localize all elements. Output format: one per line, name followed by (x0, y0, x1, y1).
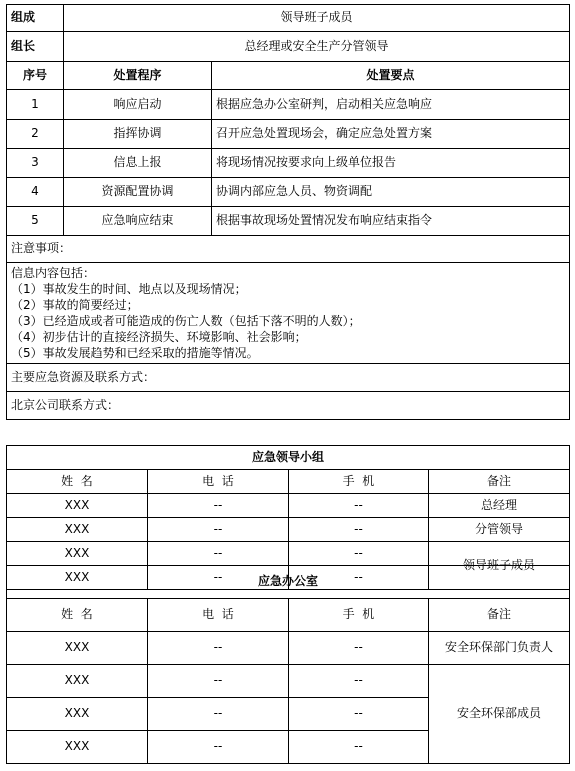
contact-phone: -- (148, 731, 289, 764)
contact-remark: 分管领导 (429, 518, 570, 542)
info-item: （5）事故发展趋势和已经采取的措施等情况。 (11, 346, 259, 360)
contact-name: XXX (7, 566, 148, 590)
procedure-row (7, 178, 570, 207)
row-no: 2 (7, 120, 64, 149)
row-no: 1 (7, 90, 64, 120)
group-value: 领导班子成员 (64, 5, 570, 32)
resources-label: 主要应急资源及联系方式： (7, 364, 570, 392)
emergency-office-table (6, 565, 570, 764)
col-no-header: 序号 (7, 62, 64, 90)
contact-remark: 领导班子成员 (429, 542, 570, 590)
col-step-header: 处置程序 (64, 62, 212, 90)
row-no: 4 (7, 178, 64, 207)
contact-phone: -- (148, 665, 289, 698)
row-step: 资源配置协调 (64, 178, 212, 207)
contact-phone: -- (148, 542, 289, 566)
info-item: （2）事故的简要经过； (11, 298, 139, 312)
col-mobile-header: 手 机 (289, 470, 429, 494)
info-item: （1）事故发生的时间、地点以及现场情况； (11, 282, 247, 296)
row-point: 根据应急办公室研判，启动相关应急响应 (212, 90, 570, 120)
procedure-row (7, 149, 570, 178)
contact-remark: 安全环保部成员 (429, 665, 570, 764)
col-phone-header: 电 话 (148, 470, 289, 494)
leader-label: 组长 (7, 32, 64, 62)
contact-mobile: -- (289, 632, 429, 665)
info-section (7, 263, 570, 364)
group-label: 组成 (7, 5, 64, 32)
col-name-header: 姓 名 (7, 470, 148, 494)
contact-mobile: -- (289, 665, 429, 698)
col-mobile-header: 手 机 (289, 599, 429, 632)
row-no: 5 (7, 207, 64, 236)
contact-name: XXX (7, 698, 148, 731)
col-phone-header: 电 话 (148, 599, 289, 632)
info-item: （4）初步估计的直接经济损失、环境影响、社会影响； (11, 330, 307, 344)
leader-value: 总经理或安全生产分管领导 (64, 32, 570, 62)
procedure-row (7, 207, 570, 236)
contact-mobile: -- (289, 542, 429, 566)
row-step: 应急响应结束 (64, 207, 212, 236)
row-point: 根据事故现场处置情况发布响应结束指令 (212, 207, 570, 236)
row-step: 指挥协调 (64, 120, 212, 149)
contact-mobile: -- (289, 494, 429, 518)
row-point: 召开应急处置现场会，确定应急处置方案 (212, 120, 570, 149)
company-contact-label: 北京公司联系方式： (7, 392, 570, 420)
table-row (7, 542, 570, 566)
contact-mobile: -- (289, 698, 429, 731)
contact-name: XXX (7, 665, 148, 698)
row-point: 将现场情况按要求向上级单位报告 (212, 149, 570, 178)
contact-remark: 安全环保部门负责人 (429, 632, 570, 665)
col-remark-header: 备注 (429, 599, 570, 632)
info-title: 信息内容包括： (11, 266, 96, 280)
contact-name: XXX (7, 632, 148, 665)
contact-phone: -- (148, 518, 289, 542)
col-name-header: 姓 名 (7, 599, 148, 632)
contact-name: XXX (7, 518, 148, 542)
table-row (7, 518, 570, 542)
table-row (7, 494, 570, 518)
contact-name: XXX (7, 731, 148, 764)
contact-phone: -- (148, 494, 289, 518)
contact-name: XXX (7, 494, 148, 518)
row-no: 3 (7, 149, 64, 178)
row-point: 协调内部应急人员、物资调配 (212, 178, 570, 207)
notes-label: 注意事项： (7, 236, 570, 263)
contact-phone: -- (148, 698, 289, 731)
col-point-header: 处置要点 (212, 62, 570, 90)
contact-name: XXX (7, 542, 148, 566)
contact-mobile: -- (289, 518, 429, 542)
contact-phone: -- (148, 632, 289, 665)
contact-mobile: -- (289, 566, 429, 590)
contact-remark: 总经理 (429, 494, 570, 518)
table-row (7, 632, 570, 665)
leadership-title: 应急领导小组 (7, 446, 570, 470)
info-item: （3）已经造成或者可能造成的伤亡人数（包括下落不明的人数）； (11, 314, 361, 328)
table-row (7, 665, 570, 698)
procedure-row (7, 120, 570, 149)
row-step: 响应启动 (64, 90, 212, 120)
procedure-table (6, 4, 570, 420)
contact-mobile: -- (289, 731, 429, 764)
office-title: 应急办公室 (7, 566, 570, 599)
contact-phone: -- (148, 566, 289, 590)
col-remark-header: 备注 (429, 470, 570, 494)
row-step: 信息上报 (64, 149, 212, 178)
procedure-row (7, 90, 570, 120)
